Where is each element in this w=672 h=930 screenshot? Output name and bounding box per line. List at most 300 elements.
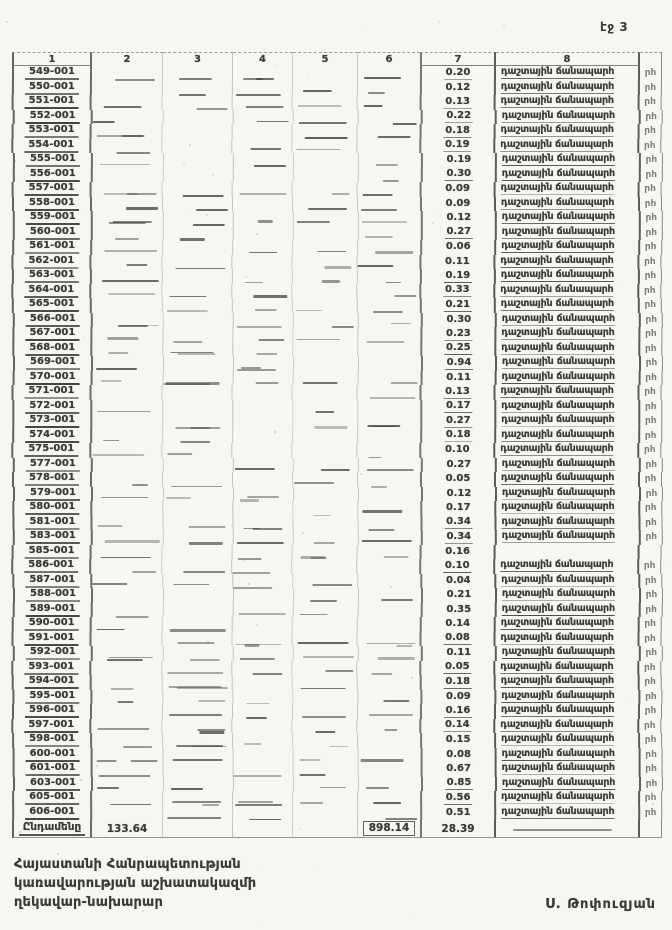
row-id-cell (13, 748, 93, 763)
table-row (13, 487, 663, 502)
row-value: 0.35 (446, 603, 472, 615)
noise-cell (293, 298, 358, 313)
row-value: 0.30 (446, 313, 472, 325)
noise-cell (92, 385, 163, 400)
row-value-cell (420, 66, 496, 81)
scan-noise-line (103, 440, 119, 442)
scan-noise-line (168, 817, 222, 819)
row-id: 589-001 (26, 603, 80, 617)
paper-speck (204, 318, 205, 319)
row-label: դաշտային ճանապարհ (501, 428, 615, 440)
noise-cell (233, 675, 293, 690)
table-row (11, 284, 661, 299)
row-label-cell (497, 371, 641, 386)
table-row (13, 110, 663, 125)
noise-cell (234, 356, 294, 371)
table-row (12, 240, 662, 255)
row-value-cell (420, 298, 496, 313)
noise-cell (234, 371, 294, 386)
noise-cell (162, 284, 232, 299)
row-id: 559-001 (26, 211, 80, 225)
paper-speck (360, 473, 362, 475)
noise-cell (234, 646, 294, 661)
row-label-cell (497, 516, 641, 531)
table-row (12, 197, 662, 212)
scan-noise-line (237, 542, 284, 544)
noise-cell (234, 168, 294, 183)
row-value-cell (420, 81, 496, 96)
row-label-cell (497, 487, 641, 502)
row-value-cell (420, 429, 496, 444)
row-id: 564-001 (24, 284, 78, 298)
row-id: 595-001 (25, 690, 79, 704)
noise-cell (92, 574, 163, 589)
noise-cell (293, 414, 358, 429)
noise-cell (93, 762, 164, 777)
noise-cell (292, 255, 357, 270)
row-label-cell (495, 443, 639, 458)
paper-speck (162, 700, 163, 701)
table-row (11, 719, 661, 734)
row-id: 603-001 (26, 777, 80, 791)
scan-noise-line (366, 787, 389, 789)
row-id: 581-001 (26, 516, 80, 530)
row-id-cell (12, 327, 92, 342)
paper-speck (584, 191, 586, 193)
paper-speck (632, 588, 634, 590)
row-label: դաշտային ճանապարհ (500, 675, 614, 687)
noise-cell (358, 81, 420, 96)
row-value: 0.12 (445, 81, 471, 93)
scan-noise-line (256, 121, 288, 123)
noise-cell (294, 777, 359, 792)
row-id: 586-001 (24, 559, 78, 573)
noise-cell (163, 574, 233, 589)
row-value: 0.17 (445, 502, 471, 514)
scan-noise-line (376, 164, 398, 166)
noise-cell (359, 211, 421, 226)
noise-cell (163, 806, 233, 821)
scan-noise-line (101, 497, 149, 498)
noise-cell (233, 400, 293, 415)
scan-noise-line (239, 613, 287, 615)
row-value: 0.08 (445, 632, 470, 644)
noise-cell (163, 95, 233, 110)
row-label-cell (496, 632, 640, 647)
row-margin-mark: րհ (640, 429, 662, 444)
row-label: դաշտային ճանապարհ (500, 254, 614, 266)
noise-cell (358, 472, 420, 487)
noise-cell (163, 704, 233, 719)
row-id-cell (12, 95, 92, 110)
noise-cell (293, 240, 358, 255)
table-row (12, 66, 662, 81)
paper-speck (432, 222, 434, 224)
noise-cell (163, 545, 233, 560)
noise-cell (163, 240, 233, 255)
column-header-4: 4 (233, 52, 293, 66)
scan-noise-line (108, 337, 138, 339)
table-row (12, 791, 662, 806)
noise-cell (294, 762, 359, 777)
row-margin-mark: րհ (640, 327, 662, 342)
row-value-cell (420, 675, 496, 690)
row-value-cell (421, 748, 497, 763)
scan-noise-line (315, 411, 334, 413)
row-margin-mark: րհ (641, 153, 663, 168)
noise-cell (163, 269, 233, 284)
noise-cell (294, 313, 359, 328)
noise-cell (359, 168, 421, 183)
row-value-cell (420, 95, 496, 110)
noise-cell (357, 559, 419, 574)
scan-noise-line (250, 252, 277, 254)
scan-noise-line (373, 802, 402, 804)
paper-speck (230, 525, 232, 527)
row-value: 0.11 (445, 255, 470, 267)
row-label: դաշտային ճանապարհ (500, 95, 614, 107)
row-id-cell (13, 356, 93, 371)
row-label-cell (496, 298, 640, 313)
noise-cell (232, 139, 292, 154)
row-id-cell (13, 530, 93, 545)
scan-noise-line (297, 339, 341, 341)
table-totals-row (12, 820, 662, 838)
paper-speck (112, 197, 113, 198)
noise-cell (358, 704, 420, 719)
noise-cell (358, 327, 420, 342)
column-header-5: 5 (293, 52, 358, 66)
row-label-cell (496, 733, 640, 748)
noise-cell (233, 733, 293, 748)
noise-cell (234, 458, 294, 473)
scan-noise-line (168, 672, 224, 674)
column-header-7: 7 (420, 52, 496, 66)
noise-cell (93, 458, 164, 473)
row-margin-mark: րհ (640, 501, 662, 516)
noise-cell (234, 530, 294, 545)
noise-cell (233, 429, 293, 444)
row-value: 0.51 (445, 806, 471, 818)
row-label: դաշտային ճանապարհ (501, 791, 615, 803)
row-id: 580-001 (25, 501, 79, 515)
row-margin-mark: րհ (639, 559, 661, 574)
noise-cell (233, 95, 293, 110)
row-label: դաշտային ճանապարհ (500, 138, 614, 150)
row-label-cell (497, 762, 641, 777)
scan-noise-line (369, 714, 413, 716)
row-label-cell (497, 777, 641, 792)
totals-col7-cell (420, 820, 496, 838)
scan-noise-line (383, 556, 408, 558)
noise-cell (358, 429, 420, 444)
scan-noise-line (297, 642, 348, 644)
table-row (12, 690, 662, 705)
table-row (13, 458, 663, 473)
noise-cell (293, 197, 358, 212)
paper-speck (206, 214, 208, 216)
scan-noise-line (255, 309, 278, 310)
row-label: դաշտային ճանապարհ (500, 182, 614, 194)
scan-noise-line (366, 469, 413, 471)
row-id-cell (12, 342, 92, 357)
row-value-cell (420, 342, 496, 357)
noise-cell (92, 66, 163, 81)
table-row (12, 429, 662, 444)
row-value-cell (419, 255, 495, 270)
noise-cell (358, 298, 420, 313)
table-row (13, 530, 663, 545)
row-label: դաշտային ճանապարհ (501, 399, 615, 411)
table-row (13, 762, 663, 777)
table-row (11, 443, 661, 458)
row-id: 577-001 (26, 458, 80, 472)
scan-noise-line (256, 78, 273, 80)
scan-noise-line (296, 310, 322, 312)
noise-cell (233, 342, 293, 357)
row-label: դաշտային ճանապարհ (501, 211, 615, 223)
row-value: 0.05 (444, 661, 470, 673)
noise-cell (92, 675, 163, 690)
row-id: 601-001 (26, 762, 80, 776)
scan-noise-line (378, 657, 415, 660)
scan-noise-line (166, 497, 191, 499)
row-value: 0.12 (446, 212, 472, 224)
noise-cell (234, 110, 294, 125)
noise-cell (358, 66, 420, 81)
noise-cell (92, 632, 163, 647)
noise-cell (294, 371, 359, 386)
row-label: դաշտային ճանապարհ (501, 472, 615, 484)
row-label: դաշտային ճանապարհ (501, 370, 615, 382)
noise-cell (293, 182, 358, 197)
row-id: 570-001 (26, 371, 80, 385)
row-margin-mark: րհ (639, 719, 661, 734)
row-margin-mark: րհ (640, 617, 662, 632)
row-margin-mark: րհ (641, 530, 663, 545)
paper-speck (533, 750, 535, 752)
row-id-cell (12, 124, 92, 139)
row-label-cell (497, 211, 641, 226)
noise-cell (233, 690, 293, 705)
row-value-cell (420, 733, 496, 748)
noise-cell (358, 124, 420, 139)
table-row (11, 255, 661, 270)
noise-cell (164, 646, 234, 661)
row-margin-mark: րհ (641, 487, 663, 502)
column-header-3: 3 (163, 52, 233, 66)
row-id: 591-001 (25, 632, 79, 646)
noise-cell (293, 327, 358, 342)
noise-cell (358, 791, 420, 806)
row-value-cell (421, 458, 497, 473)
noise-cell (293, 820, 358, 838)
paper-speck (518, 651, 520, 653)
table-row (12, 501, 662, 516)
noise-cell (93, 110, 164, 125)
row-label-cell (496, 675, 640, 690)
row-label: դաշտային ճանապարհ (500, 660, 614, 672)
row-label: դաշտային ճանապարհ (500, 298, 614, 310)
scan-noise-line (97, 525, 122, 527)
row-id: 585-001 (25, 545, 79, 559)
row-id: 606-001 (25, 806, 79, 820)
paper-speck (261, 866, 262, 867)
row-value: 0.27 (446, 226, 472, 238)
row-id-cell (12, 806, 92, 821)
noise-cell (358, 95, 420, 110)
scan-noise-line (92, 454, 144, 456)
noise-cell (233, 269, 293, 284)
noise-cell (234, 588, 294, 603)
table-row (13, 646, 663, 661)
noise-cell (233, 617, 293, 632)
scan-noise-line (326, 670, 354, 672)
row-id: 575-001 (24, 443, 78, 457)
row-value: 0.27 (446, 458, 472, 470)
row-value-cell (419, 559, 495, 574)
scan-noise-line (93, 583, 128, 585)
noise-cell (232, 719, 292, 734)
noise-cell (293, 791, 358, 806)
row-id: 560-001 (26, 226, 80, 240)
scan-noise-line (300, 802, 323, 804)
noise-cell (93, 530, 164, 545)
totals-col7-value: 28.39 (441, 822, 475, 835)
noise-cell (292, 443, 357, 458)
scan-noise-line (109, 293, 156, 295)
paper-speck (302, 532, 304, 534)
paper-speck (490, 421, 491, 422)
row-label: դաշտային ճանապարհ (501, 109, 615, 121)
row-id: 558-001 (25, 197, 79, 211)
row-label-cell (496, 704, 640, 719)
row-label: դաշտային ճանապարհ (501, 414, 615, 426)
noise-cell (164, 168, 234, 183)
row-label: դաշտային ճանապարհ (501, 327, 615, 339)
noise-cell (234, 748, 294, 763)
noise-cell (234, 762, 294, 777)
row-label-cell (497, 226, 641, 241)
row-value-cell (421, 516, 497, 531)
scan-noise-line (363, 105, 382, 107)
row-margin-mark: րհ (640, 342, 662, 357)
noise-cell (163, 675, 233, 690)
paper-speck (460, 511, 461, 512)
row-margin-mark: րհ (640, 400, 662, 415)
table-row (13, 588, 663, 603)
row-margin-mark: րհ (639, 284, 661, 299)
row-value: 0.21 (445, 298, 471, 310)
row-label: դաշտային ճանապարհ (501, 573, 615, 585)
paper-speck (254, 164, 255, 165)
row-id: 565-001 (25, 298, 79, 312)
row-label-cell (497, 748, 641, 763)
scan-noise-line (302, 90, 331, 92)
scan-noise-line (238, 801, 273, 803)
row-margin-mark: րհ (640, 298, 662, 313)
row-value: 0.19 (444, 139, 470, 151)
row-value-cell (419, 661, 495, 676)
noise-cell (92, 298, 163, 313)
row-value: 0.13 (445, 385, 470, 397)
table-row (12, 574, 662, 589)
row-value: 0.08 (446, 748, 471, 760)
row-margin-mark: րհ (639, 139, 661, 154)
row-id-cell (11, 255, 91, 270)
row-value: 0.05 (445, 473, 471, 485)
row-label: դաշտային ճանապարհ (501, 602, 615, 614)
row-value: 0.67 (446, 763, 471, 775)
noise-cell (359, 777, 421, 792)
scan-noise-line (247, 496, 278, 498)
noise-cell (357, 443, 419, 458)
row-value: 0.15 (445, 734, 471, 746)
noise-cell (293, 733, 358, 748)
paper-speck (438, 21, 440, 23)
table-row (12, 545, 662, 560)
noise-cell (92, 472, 163, 487)
noise-cell (92, 197, 163, 212)
noise-cell (92, 124, 163, 139)
noise-cell (359, 371, 421, 386)
scan-noise-line (177, 687, 227, 689)
noise-cell (294, 646, 359, 661)
noise-cell (163, 327, 233, 342)
row-id-cell (12, 400, 92, 415)
scan-noise-line (169, 714, 223, 716)
row-label: դաշտային ճանապարհ (502, 776, 616, 788)
paper-speck (19, 831, 21, 833)
noise-cell (233, 197, 293, 212)
row-label: դաշտային ճանապարհ (501, 704, 615, 716)
noise-cell (91, 284, 162, 299)
noise-cell (293, 690, 358, 705)
noise-cell (293, 632, 358, 647)
table-row (13, 777, 663, 792)
noise-cell (294, 110, 359, 125)
footer-line-3: ղեկավար-նախարար (14, 894, 164, 910)
row-id: 592-001 (26, 646, 80, 660)
scan-noise-line (321, 469, 350, 472)
row-label-cell (497, 313, 641, 328)
footer-line-1: Հայաստանի Հանրապետության (14, 857, 241, 872)
row-value-cell (420, 617, 496, 632)
row-id-cell (13, 211, 93, 226)
row-margin-mark: րհ (640, 197, 662, 212)
scan-noise-line (362, 221, 407, 223)
noise-cell (294, 168, 359, 183)
noise-cell (93, 153, 164, 168)
noise-cell (234, 777, 294, 792)
row-value: 0.18 (445, 124, 470, 136)
row-id: 561-001 (25, 240, 79, 254)
row-id-cell (13, 153, 93, 168)
row-id: 590-001 (25, 617, 79, 631)
noise-cell (292, 139, 357, 154)
paper-speck (256, 624, 258, 626)
noise-cell (357, 255, 419, 270)
scan-noise-line (317, 251, 346, 252)
row-id-cell (13, 762, 93, 777)
row-id: 553-001 (25, 124, 79, 138)
table-row (12, 414, 662, 429)
scan-noise-line (177, 353, 215, 355)
row-label-cell (496, 124, 640, 139)
noise-cell (293, 66, 358, 81)
paper-speck (314, 867, 315, 868)
row-id-cell (11, 139, 91, 154)
